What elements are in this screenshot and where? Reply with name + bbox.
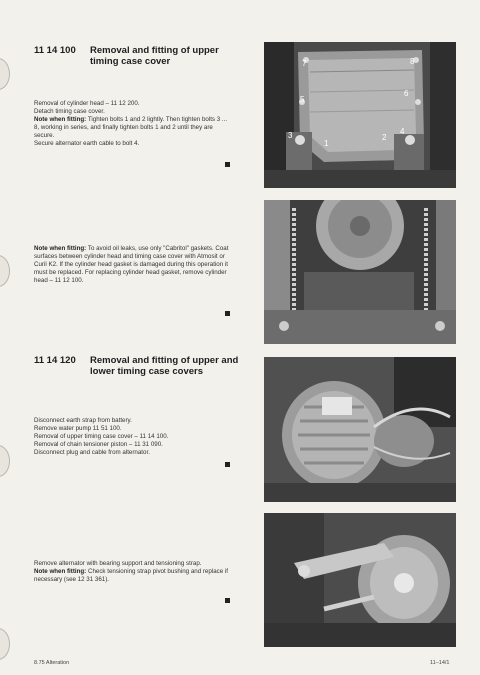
note-text: To avoid oil leaks, use only "Cabritol" gaskets. Coat surfaces between cylinder head and timing case cover with Atmosit or Curil K2. If the cylinder head gasket is damaged during this operation it must be replaced. For replacing cylinder head gasket, remove cylinder head – 11 12 100. — [34, 245, 229, 284]
photo1-label: 3 — [288, 131, 293, 140]
section-3-heading — [34, 355, 238, 377]
footer-revision: 8.75 Alteration — [34, 660, 70, 666]
photo-alternator — [264, 357, 456, 502]
binder-hole-2 — [0, 255, 10, 287]
section-1-line: Detach timing case cover. — [34, 108, 105, 115]
note-label: Note when fitting: — [34, 568, 87, 575]
section-3-line: Removal of chain tensioner piston – 11 31 090. — [34, 441, 163, 448]
section-2-note — [34, 245, 230, 285]
section-3-title-line1: Removal and fitting of upper and — [90, 355, 239, 366]
binder-hole-4 — [0, 628, 10, 660]
section-3-number: 11 14 120 — [34, 355, 76, 366]
section-4-text — [34, 560, 230, 584]
section-1-number: 11 14 100 — [34, 45, 76, 56]
section-2-text — [34, 245, 230, 285]
binder-hole-3 — [0, 445, 10, 477]
section-1-title-line1: Removal and fitting of upper — [90, 45, 219, 56]
photo1-label: 6 — [404, 89, 409, 98]
note-text: Check tensioning strap pivot bushing and replace if necessary (see 12 31 361). — [34, 568, 228, 583]
section-4-line: Remove alternator with bearing support and tensioning strap. — [34, 560, 202, 567]
binder-hole-1 — [0, 58, 10, 90]
footer-page-number: 11–14/1 — [430, 660, 450, 666]
section-3-line: Disconnect plug and cable from alternator. — [34, 449, 150, 456]
end-mark — [225, 598, 230, 603]
section-3-text — [34, 417, 230, 457]
photo1-label: 7 — [302, 59, 307, 68]
section-4-note — [34, 568, 230, 584]
photo1-label: 8 — [410, 57, 415, 66]
section-3-line: Disconnect earth strap from battery. — [34, 417, 132, 424]
end-mark — [225, 311, 230, 316]
section-1-heading — [34, 45, 219, 67]
section-3-line: Removal of upper timing case cover – 11 14 100. — [34, 433, 169, 440]
section-3-title-line2: lower timing case covers — [90, 366, 203, 377]
photo1-label: 1 — [324, 139, 329, 148]
end-mark — [225, 162, 230, 167]
note-label: Note when fitting: — [34, 245, 87, 252]
note-label: Note when fitting: — [34, 116, 87, 123]
end-mark — [225, 462, 230, 467]
section-1-text — [34, 100, 230, 148]
photo-upper-timing-cover — [264, 42, 456, 188]
photo-timing-chain — [264, 200, 456, 344]
photo1-label: 5 — [300, 95, 305, 104]
section-1-title-line2: timing case cover — [90, 56, 171, 67]
section-1-tail: Secure alternator earth cable to bolt 4. — [34, 140, 140, 147]
section-1-line: Removal of cylinder head – 11 12 200. — [34, 100, 140, 107]
note-text: Tighten bolts 1 and 2 lightly. Then tighten bolts 3 ... 8, working in series, and finally tighten bolts 1 and 2 until they are secure. — [34, 116, 228, 139]
photo-alternator-bracket — [264, 513, 456, 647]
section-3-line: Remove water pump 11 51 100. — [34, 425, 122, 432]
photo1-label: 2 — [382, 133, 387, 142]
section-1-note — [34, 116, 230, 140]
photo1-label: 4 — [400, 127, 405, 136]
